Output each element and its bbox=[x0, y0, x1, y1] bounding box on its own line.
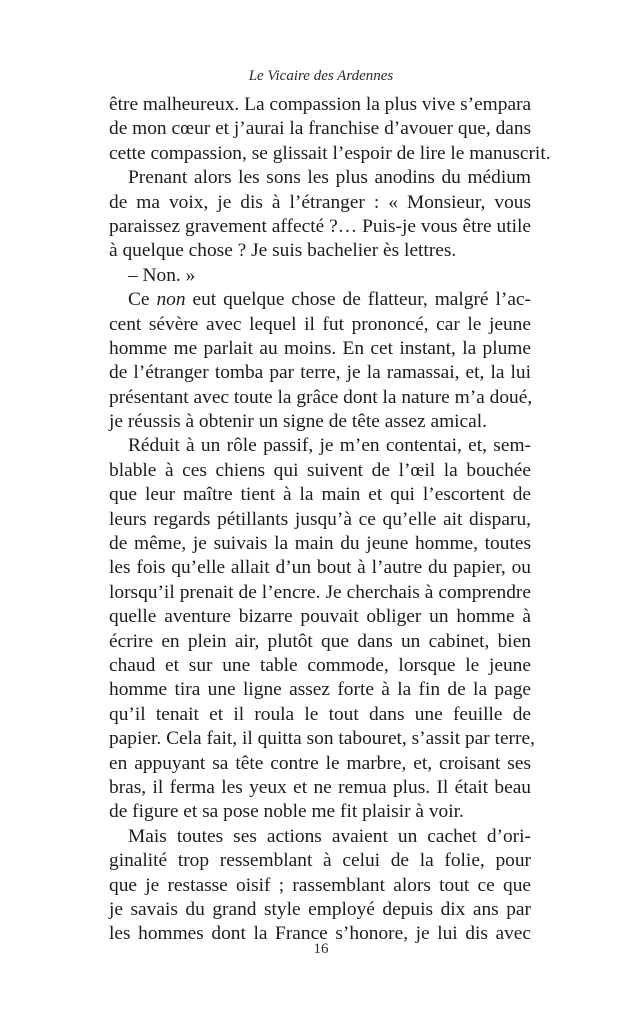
text-line: écrire en plein air, plutôt que dans un cabinet, bien bbox=[109, 630, 531, 652]
text-line: que leur maître tient à la main et qui l’escortent de bbox=[109, 484, 531, 506]
text-line: de mon cœur et j’aurai la franchise d’avouer que, dans bbox=[109, 118, 532, 140]
text-line: Ce non eut quelque chose de flatteur, malgré l’ac- bbox=[128, 289, 531, 311]
text-line: homme tira une ligne assez forte à la fin de la page bbox=[109, 679, 531, 701]
text-line: les fois qu’elle allait d’un bout à l’autre du papier, ou bbox=[109, 557, 531, 579]
text-line: Réduit à un rôle passif, je m’en contentai, et, sem- bbox=[128, 435, 531, 457]
text-line: de même, je suivais la main du jeune homme, toutes bbox=[109, 533, 531, 555]
body-text bbox=[109, 93, 551, 947]
text-line: blable à ces chiens qui suivent de l’œil la bouchée bbox=[109, 459, 531, 481]
text-line: cent sévère avec lequel il fut prononcé, car le jeune bbox=[109, 313, 531, 335]
text-line: que je restasse oisif ; rassemblant alors tout ce que bbox=[109, 874, 531, 896]
running-head: Le Vicaire des Ardennes bbox=[248, 68, 394, 84]
text-line: être malheureux. La compassion la plus vive s’empara bbox=[109, 94, 532, 115]
text-line: quelle aventure bizarre pouvait obliger un homme à bbox=[109, 606, 531, 628]
text-line: qu’il tenait et il roula le tout dans une feuille de bbox=[109, 703, 531, 725]
text-line: Mais toutes ses actions avaient un cachet d’ori- bbox=[128, 825, 531, 847]
text-line: – Non. » bbox=[128, 264, 196, 286]
text-line: je réussis à obtenir un signe de tête assez amical. bbox=[109, 411, 487, 433]
text-line: homme me parlait au moins. En cet instant, la plume bbox=[109, 337, 531, 359]
text-line: chaud et sur une table commode, lorsque le jeune bbox=[109, 654, 531, 676]
text-line: Prenant alors les sons les plus anodins du médium bbox=[128, 167, 531, 189]
text-line: cette compassion, se glissait l’espoir de lire le manuscrit. bbox=[109, 142, 551, 164]
text-line: bras, il ferma les yeux et ne remua plus. Il était beau bbox=[109, 776, 531, 798]
text-line: à quelque chose ? Je suis bachelier ès lettres. bbox=[109, 240, 457, 262]
text-line: les hommes dont la France s’honore, je lui dis avec bbox=[109, 923, 531, 945]
text-line: de l’étranger tomba par terre, je la ramassai, et, la lui bbox=[109, 362, 531, 384]
text-line: papier. Cela fait, il quitta son tabouret, s’assit par terre, bbox=[109, 728, 535, 750]
text-line: je savais du grand style employé depuis dix ans par bbox=[109, 898, 531, 920]
text-line: leurs regards pétillants jusqu’à ce qu’elle ait disparu, bbox=[109, 508, 531, 530]
text-line: présentant avec toute la grâce dont la nature m’a doué, bbox=[109, 386, 533, 408]
text-line: de ma voix, je dis à l’étranger : « Monsieur, vous bbox=[109, 191, 531, 213]
text-line: en appuyant sa tête contre le marbre, et, croisant ses bbox=[109, 752, 531, 774]
text-line: paraissez gravement affecté ?… Puis-je vous être utile bbox=[109, 215, 531, 237]
page-number: 16 bbox=[313, 941, 329, 957]
text-line: ginalité trop ressemblant à celui de la folie, pour bbox=[109, 850, 531, 872]
text-line: de figure et sa pose noble me fit plaisir à voir. bbox=[109, 801, 464, 823]
text-line: lorsqu’il prenait de l’encre. Je cherchais à comprendre bbox=[109, 581, 531, 603]
